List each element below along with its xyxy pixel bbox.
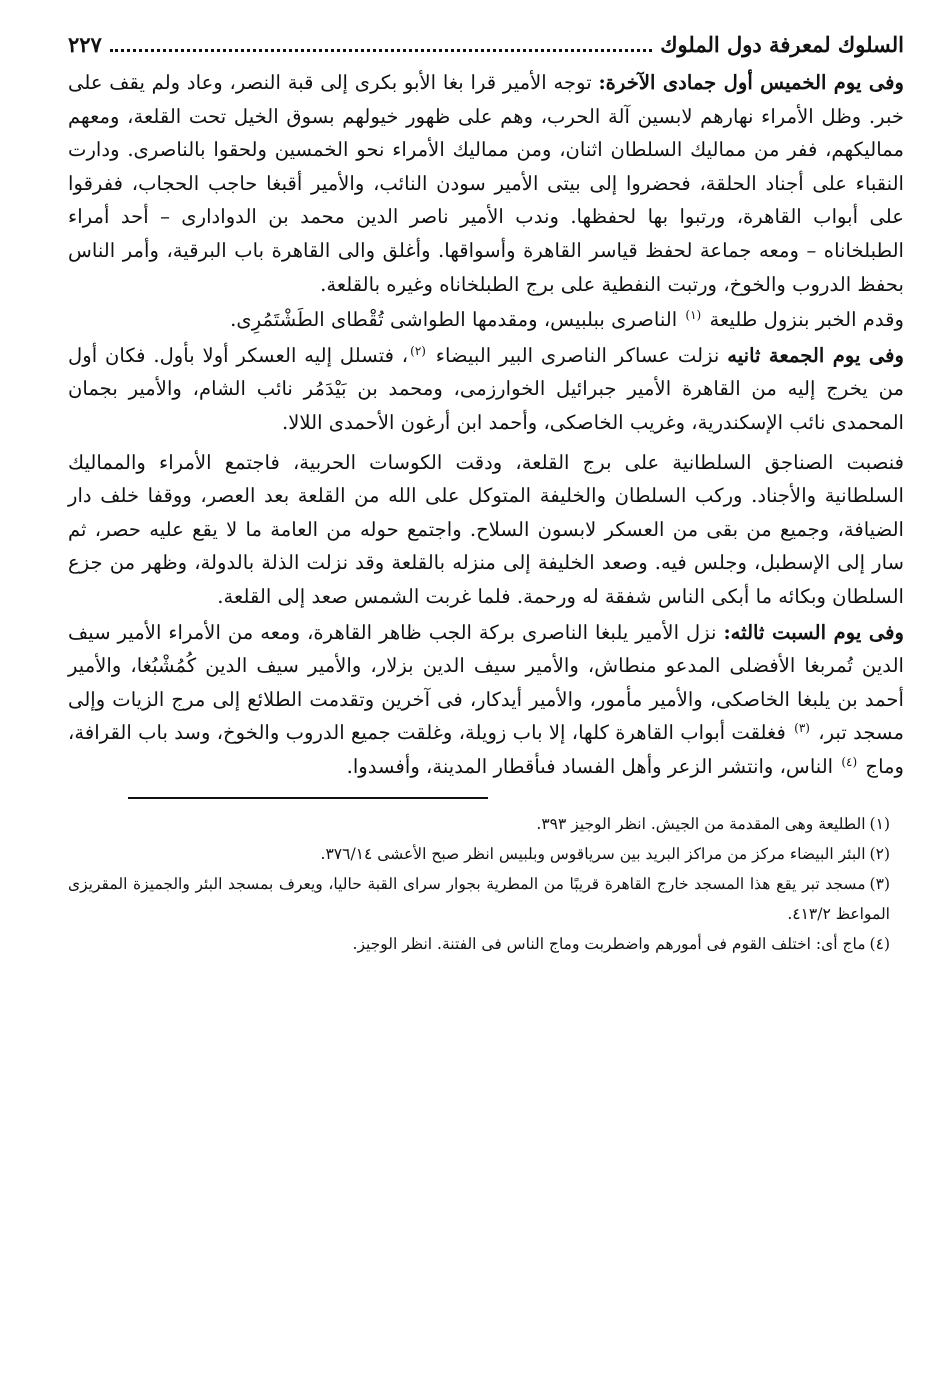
paragraph-3 [68, 339, 904, 440]
paragraph-heading: وفى يوم السبت ثالثه: [723, 620, 904, 644]
paragraph-text: ، فتسلل إليه العسكر أولا بأول. فكان أول من يخرج إليه من القاهرة الأمير جبرائيل الخوارزمى، ومحمد بن بَيْدَمُر نائب الشام، والأمير بجمان المحمدى نائب الإسكندرية، وغريب الخاصكى، وأحمد ابن أرغون الأحمدى اللالا. [68, 343, 904, 434]
paragraph-text: الناصرى ببلبيس، ومقدمها الطواشى تُقْطاى الطَشْتَمُرِى. [230, 308, 684, 332]
footnote-text: ماج أى: اختلف القوم فى أمورهم واضطربت وماج الناس فى الفتنة. انظر الوجيز. [352, 935, 866, 954]
footnotes [68, 809, 904, 959]
paragraph-2 [68, 303, 904, 337]
paragraph-text: فنصبت الصناجق السلطانية على برج القلعة، ودقت الكوسات الحربية، فاجتمع الأمراء والمماليك السلطانية والأجناد. وركب السلطان والخليفة المتوكل على الله من القلعة بعد العصر، ووقفا خلف دار الضيافة، وجميع من بقى من العسكر لابسون السلاح. واجتمع حوله من العامة ما لا يقع عليه حصر، ثم سار إلى الإسطبل، وجلس فيه. وصعد الخليفة إلى منزله بالقلعة وقد نزلت الذلة بالدولة، وظهر من جزع السلطان وبكائه ما أبكى الناس شفقة له ورحمة. فلما غربت الشمس صعد إلى القلعة. [68, 450, 904, 608]
footnote-text: مسجد تبر يقع هذا المسجد خارج القاهرة قريبًا من المطرية بجوار سراى القبة حاليا، ويعرف بمسجد البئر والجميزة المقريزى المواعظ ٤١٣/٢. [68, 875, 890, 924]
footnote-1 [68, 809, 904, 839]
paragraph-1 [68, 66, 904, 301]
paragraph-text: نزلت عساكر الناصرى البير البيضاء [427, 343, 728, 367]
paragraph-5 [68, 616, 904, 784]
paragraph-4 [68, 446, 904, 614]
footnote-3 [68, 869, 904, 929]
book-page [68, 26, 904, 959]
paragraph-text: وقدم الخبر بنزول طليعة [703, 308, 904, 332]
main-text [68, 66, 904, 783]
footnote-text: البئر البيضاء مركز من مراكز البريد بين سرياقوس وبلبيس انظر صبح الأعشى ٣٧٦/١٤. [320, 845, 866, 864]
paragraph-text: الناس، وانتشر الزعر وأهل الفساد فىأقطار المدينة، وأفسدوا. [346, 754, 840, 778]
paragraph-heading: وفى يوم الجمعة ثانيه [727, 343, 904, 367]
footnote-text: الطليعة وهى المقدمة من الجيش. انظر الوجيز ٣٩٣. [536, 815, 866, 834]
footnote-4 [68, 929, 904, 959]
page-number: ٢٢٧ [68, 32, 102, 57]
footnote-ref-1[interactable]: (١) [685, 308, 702, 323]
footnote-number: (٢) [869, 845, 890, 864]
paragraph-heading: وفى يوم الخميس أول جمادى الآخرة: [598, 71, 904, 94]
paragraph-text: فغلقت أبواب القاهرة كلها، إلا باب زويلة، وغلقت جميع الدروب والخوخ، وسد باب القرافة، وماج [68, 721, 904, 778]
paragraph-text: نزل الأمير يلبغا الناصرى بركة الجب ظاهر القاهرة، ومعه من الأمراء الأمير سيف الدين تُمربغا الأفضلى المدعو منطاش، والأمير سيف الدين بزلار، والأمير سيف الدين كُمُشْبُغا، والأمير أحمد بن يلبغا الخاصكى، والأمير مأمور، والأمير أيدكار، فى آخرين وتقدمت الطلائع إلى مرج الزيات وإلى مسجد تبر، [68, 620, 904, 745]
leader-dots [110, 48, 652, 52]
footnote-ref-2[interactable]: (٢) [410, 343, 426, 358]
footnote-ref-4[interactable]: (٤) [841, 754, 858, 769]
footnote-number: (٣) [869, 875, 890, 894]
book-title: السلوك لمعرفة دول الملوك [660, 32, 904, 57]
footnote-separator [128, 797, 488, 799]
running-header [68, 26, 904, 66]
paragraph-text: توجه الأمير قرا بغا الأبو بكرى إلى قبة النصر، وعاد ولم يقف على خبر. وظل الأمراء نهارهم لابسين آلة الحرب، وهم على ظهور خيولهم بسوق الخيل تحت القلعة، ومعهم مماليكهم، ففر من مماليك السلطان اثنان، ومن مماليك الأمراء نحو الخمسين ولحقوا بالناصرى. ودارت النقباء على أجناد الحلقة، فحضروا إلى بيتى الأمير سودن النائب، والأمير أقبغا حاجب الحجاب، ففرقوا على أبواب القاهرة، ورتبوا بها لحفظها. وندب الأمير ناصر الدين محمد بن الدوادارى – أحد أمراء الطبلخاناه – ومعه جماعة لحفظ قياسر القاهرة وأسواقها. وأغلق والى القاهرة باب البرقية، وأمر الناس بحفظ الدروب والخوخ، ورتبت النفطية على برج الطبلخاناه وغيره بالقلعة. [68, 71, 904, 296]
footnote-2 [68, 839, 904, 869]
footnote-number: (١) [869, 815, 890, 834]
footnote-number: (٤) [869, 935, 890, 954]
footnote-ref-3[interactable]: (٣) [794, 721, 810, 736]
